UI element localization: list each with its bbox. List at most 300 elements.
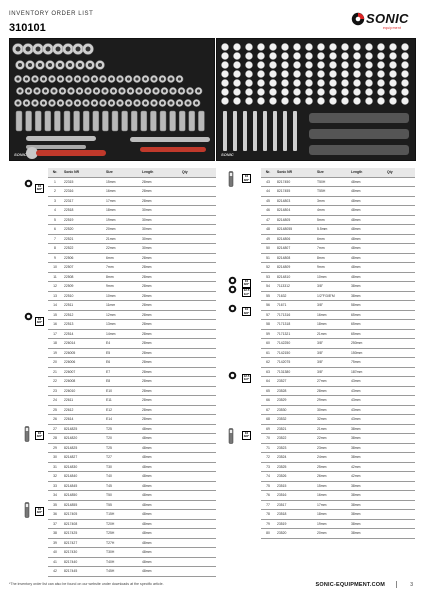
cell-qty[interactable]: [180, 348, 216, 358]
drive-size-badge: 10 3/8": [243, 174, 250, 182]
socket-bore: [169, 101, 172, 104]
cell-qty[interactable]: [385, 529, 415, 539]
bit-position-marker: [233, 61, 240, 68]
cell-qty[interactable]: [180, 215, 216, 225]
cell-size: 24mm: [315, 453, 349, 463]
cell-nr: 19: [48, 348, 62, 358]
bit-position-marker: [221, 70, 228, 77]
cell-length: 28mm: [140, 177, 180, 187]
cell-qty[interactable]: [385, 339, 415, 349]
cell-length: 38mm: [349, 453, 385, 463]
cell-length: 48mm: [140, 538, 180, 548]
cell-sonic-nr: 8217430: [62, 548, 104, 558]
cell-qty[interactable]: [385, 405, 415, 415]
cell-qty[interactable]: [180, 358, 216, 368]
bit-position-marker: [377, 79, 384, 86]
socket-bore: [66, 47, 71, 52]
cell-qty[interactable]: [385, 500, 415, 510]
page-number: 3: [410, 582, 413, 588]
cell-sonic-nr: 22612: [62, 405, 104, 415]
cell-qty[interactable]: [180, 386, 216, 396]
cell-size: E5: [104, 348, 140, 358]
table-row: [261, 472, 415, 482]
cell-qty[interactable]: [385, 396, 415, 406]
bit-position-marker: [281, 97, 288, 104]
cell-size: 32mm: [315, 415, 349, 425]
cell-qty[interactable]: [180, 396, 216, 406]
cell-length: 30mm: [140, 234, 180, 244]
cell-size: 13mm: [104, 320, 140, 330]
cell-qty[interactable]: [385, 377, 415, 387]
cell-qty[interactable]: [180, 538, 216, 548]
cell-qty[interactable]: [385, 196, 415, 206]
bit-position-marker: [329, 79, 336, 86]
bit-position-marker: [377, 70, 384, 77]
bit-position-marker: [293, 61, 300, 68]
bit-position-marker: [257, 61, 264, 68]
cell-length: 30mm: [140, 206, 180, 216]
cell-length: 48mm: [140, 453, 180, 463]
bit-position-marker: [245, 79, 252, 86]
socket-bore: [93, 101, 96, 104]
bit-position-marker: [377, 61, 384, 68]
deep-socket-shape: [141, 111, 147, 131]
tray-brand-label: SONIC: [221, 152, 234, 157]
cell-nr: 40: [48, 548, 62, 558]
cell-size: E7: [104, 367, 140, 377]
socket-bore: [135, 77, 138, 80]
bit-position-marker: [233, 70, 240, 77]
bit-position-marker: [293, 97, 300, 104]
bit-position-marker: [365, 61, 372, 68]
table-row: [261, 443, 415, 453]
bit-position-marker: [233, 52, 240, 59]
cell-qty[interactable]: [385, 301, 415, 311]
cell-qty[interactable]: [385, 472, 415, 482]
cell-nr: 15: [48, 310, 62, 320]
cell-length: 28mm: [140, 348, 180, 358]
cell-qty[interactable]: [385, 415, 415, 425]
cell-qty[interactable]: [180, 320, 216, 330]
cell-qty[interactable]: [180, 301, 216, 311]
cell-qty[interactable]: [180, 339, 216, 349]
cell-qty[interactable]: [180, 225, 216, 235]
cell-qty[interactable]: [385, 386, 415, 396]
bit-position-marker: [305, 70, 312, 77]
socket-bore: [101, 101, 104, 104]
cell-nr: 79: [261, 519, 275, 529]
cell-sonic-nr: 7171321: [275, 329, 315, 339]
cell-qty[interactable]: [385, 367, 415, 377]
cell-sonic-nr: 22520: [62, 225, 104, 235]
cell-qty[interactable]: [180, 367, 216, 377]
cell-nr: 26: [48, 415, 62, 425]
cell-sonic-nr: 23522: [275, 434, 315, 444]
socket-bore: [16, 77, 19, 80]
deep-socket-shape: [45, 111, 51, 131]
cell-sonic-nr: 226008: [62, 377, 104, 387]
socket-bore: [56, 47, 61, 52]
cell-qty[interactable]: [180, 272, 216, 282]
cell-qty[interactable]: [180, 253, 216, 263]
cell-qty[interactable]: [180, 329, 216, 339]
cell-nr: 25: [48, 405, 62, 415]
cell-sonic-nr: 23524: [275, 453, 315, 463]
cell-size: 25mm: [315, 462, 349, 472]
bit-position-marker: [293, 52, 300, 59]
cell-qty[interactable]: [385, 225, 415, 235]
cell-nr: 57: [261, 310, 275, 320]
cell-qty[interactable]: [180, 282, 216, 292]
cell-qty[interactable]: [180, 567, 216, 577]
cell-sonic-nr: 8214820: [62, 434, 104, 444]
cell-qty[interactable]: [180, 481, 216, 491]
deep-socket-shape: [179, 111, 185, 131]
cell-size: 16mm: [315, 491, 349, 501]
cell-qty[interactable]: [180, 377, 216, 387]
bit-position-marker: [377, 43, 384, 50]
cell-sonic-nr: 8217427: [62, 538, 104, 548]
cell-qty[interactable]: [385, 481, 415, 491]
cell-qty[interactable]: [385, 462, 415, 472]
cell-length: 42mm: [349, 462, 385, 472]
table-row: [48, 225, 216, 235]
cell-qty[interactable]: [180, 453, 216, 463]
table-row: [48, 557, 216, 567]
drive-size-badge: 10 3/8": [36, 506, 43, 514]
cell-qty[interactable]: [180, 529, 216, 539]
cell-qty[interactable]: [180, 491, 216, 501]
cell-qty[interactable]: [385, 206, 415, 216]
cell-qty[interactable]: [180, 310, 216, 320]
cell-length: 28mm: [140, 196, 180, 206]
bit-position-marker: [329, 88, 336, 95]
bit-position-marker: [329, 70, 336, 77]
cell-size: 15mm: [104, 177, 140, 187]
cell-qty[interactable]: [385, 519, 415, 529]
cell-size: T45H: [104, 567, 140, 577]
deep-socket-shape: [198, 111, 204, 131]
bit-holder-shape: [223, 111, 227, 151]
cell-qty[interactable]: [385, 329, 415, 339]
table-row: [48, 415, 216, 425]
cell-qty[interactable]: [385, 443, 415, 453]
cell-sonic-nr: 8214807: [275, 244, 315, 254]
socket-bore: [52, 89, 55, 92]
cell-qty[interactable]: [180, 206, 216, 216]
cell-sonic-nr: 22522: [62, 244, 104, 254]
cell-qty[interactable]: [385, 272, 415, 282]
cell-qty[interactable]: [180, 510, 216, 520]
table-row: [48, 453, 216, 463]
table-row: [48, 253, 216, 263]
socket-bore: [78, 89, 81, 92]
cell-length: 48mm: [349, 196, 385, 206]
cell-qty[interactable]: [180, 187, 216, 197]
socket-bore: [163, 89, 166, 92]
bit-position-marker: [245, 70, 252, 77]
cell-size: 28mm: [315, 386, 349, 396]
cell-qty[interactable]: [385, 358, 415, 368]
cell-length: 48mm: [140, 567, 180, 577]
cell-length: 48mm: [140, 443, 180, 453]
cell-nr: 47: [261, 215, 275, 225]
footer-note: *The inventory order list can also be found on our website under downloads at the specific article.: [9, 582, 164, 586]
cell-qty[interactable]: [180, 472, 216, 482]
bit-position-marker: [365, 43, 372, 50]
cell-sonic-nr: 226010: [62, 386, 104, 396]
cell-length: 48mm: [349, 244, 385, 254]
cell-sonic-nr: 7171316: [275, 310, 315, 320]
cell-length: 38mm: [349, 491, 385, 501]
table-row: [48, 320, 216, 330]
cell-nr: 68: [261, 415, 275, 425]
cell-size: 10mm: [315, 272, 349, 282]
cell-nr: 62: [261, 358, 275, 368]
cell-qty[interactable]: [385, 234, 415, 244]
cell-size: E4: [104, 339, 140, 349]
socket-bore: [86, 47, 91, 52]
bit-position-marker: [305, 88, 312, 95]
deep-socket-shape: [54, 111, 60, 131]
cell-qty[interactable]: [180, 177, 216, 187]
socket-bore: [78, 63, 82, 67]
cell-qty[interactable]: [180, 244, 216, 254]
cell-length: 48mm: [140, 500, 180, 510]
cell-length: 48mm: [140, 491, 180, 501]
cell-qty[interactable]: [385, 320, 415, 330]
cell-qty[interactable]: [385, 244, 415, 254]
cell-size: T25: [104, 443, 140, 453]
cell-sonic-nr: 22518: [62, 206, 104, 216]
socket-row-slot: [309, 113, 409, 123]
deep-socket-shape: [170, 111, 176, 131]
table-row: [261, 329, 415, 339]
cell-qty[interactable]: [180, 443, 216, 453]
table-row: [48, 329, 216, 339]
socket-bore: [76, 47, 81, 52]
cell-length: 38mm: [349, 291, 385, 301]
cell-length: 28mm: [140, 367, 180, 377]
cell-qty[interactable]: [180, 415, 216, 425]
cell-sonic-nr: 7113312: [275, 282, 315, 292]
cell-sonic-nr: 23519: [275, 519, 315, 529]
cell-qty[interactable]: [180, 234, 216, 244]
cell-qty[interactable]: [385, 491, 415, 501]
cell-sonic-nr: 22506: [62, 253, 104, 263]
bit-position-marker: [353, 70, 360, 77]
cell-size: 3/8": [315, 367, 349, 377]
cell-sonic-nr: 23523: [275, 443, 315, 453]
cell-nr: 9: [48, 253, 62, 263]
cell-nr: 30: [48, 453, 62, 463]
cell-qty[interactable]: [180, 263, 216, 273]
cell-size: 5.5mm: [315, 225, 349, 235]
cell-qty[interactable]: [385, 310, 415, 320]
cell-length: 48mm: [140, 434, 180, 444]
cell-qty[interactable]: [385, 291, 415, 301]
socket-bore: [127, 77, 130, 80]
cell-length: 28mm: [140, 415, 180, 425]
cell-size: T30H: [104, 548, 140, 558]
bit-holder-shape: [283, 111, 287, 151]
drive-size-badge: 10 3/8": [243, 307, 250, 315]
cell-length: 43mm: [349, 415, 385, 425]
cell-sonic-nr: 8217455: [275, 187, 315, 197]
bit-position-marker: [221, 79, 228, 86]
footer-divider: [396, 581, 397, 588]
bit-position-marker: [245, 97, 252, 104]
socket-tray-left-image: [10, 39, 215, 161]
tray-photo-left: [9, 38, 215, 161]
socket-bore: [88, 63, 92, 67]
cell-qty[interactable]: [180, 462, 216, 472]
cell-length: 48mm: [349, 215, 385, 225]
table-row: [48, 301, 216, 311]
bit-position-marker: [353, 43, 360, 50]
cell-qty[interactable]: [180, 424, 216, 434]
table-row: [48, 377, 216, 387]
table-row: [48, 206, 216, 216]
cell-size: 22mm: [104, 244, 140, 254]
cell-qty[interactable]: [385, 215, 415, 225]
cell-nr: 72: [261, 453, 275, 463]
socket-bore: [197, 89, 200, 92]
cell-length: 38mm: [349, 443, 385, 453]
cell-size: E12: [104, 405, 140, 415]
cell-qty[interactable]: [180, 434, 216, 444]
socket-bore: [50, 77, 53, 80]
cell-sonic-nr: 8214840: [62, 472, 104, 482]
inventory-table-right: [261, 168, 415, 539]
handle-grip: [140, 147, 206, 152]
cell-qty[interactable]: [385, 424, 415, 434]
bit-position-marker: [281, 52, 288, 59]
cell-size: 3/8": [315, 348, 349, 358]
cell-size: 14mm: [104, 329, 140, 339]
cell-nr: 4: [48, 206, 62, 216]
cell-nr: 77: [261, 500, 275, 510]
cell-qty[interactable]: [385, 187, 415, 197]
cell-qty[interactable]: [180, 500, 216, 510]
cell-size: 20mm: [104, 225, 140, 235]
cell-sonic-nr: 7142075: [275, 358, 315, 368]
bit-position-marker: [401, 88, 408, 95]
cell-qty[interactable]: [385, 510, 415, 520]
cell-size: 22mm: [315, 434, 349, 444]
cell-nr: 52: [261, 263, 275, 273]
cell-sonic-nr: 82148055: [275, 225, 315, 235]
cell-length: 43mm: [349, 386, 385, 396]
socket-bore: [16, 47, 21, 52]
col-nr: Nr.: [48, 168, 62, 177]
socket-bore: [48, 63, 52, 67]
cell-length: 28mm: [140, 405, 180, 415]
socket-bore: [68, 63, 72, 67]
col-nr: Nr.: [261, 168, 275, 177]
cell-length: 48mm: [140, 472, 180, 482]
bit-position-marker: [257, 88, 264, 95]
bit-position-marker: [389, 97, 396, 104]
socket-bore: [84, 101, 87, 104]
socket-bore: [146, 89, 149, 92]
bit-position-marker: [401, 79, 408, 86]
cell-qty[interactable]: [180, 196, 216, 206]
cell-qty[interactable]: [180, 548, 216, 558]
socket-icon: [228, 304, 237, 313]
cell-length: 48mm: [349, 177, 385, 187]
cell-size: T40H: [104, 557, 140, 567]
table-row: [261, 396, 415, 406]
cell-nr: 48: [261, 225, 275, 235]
cell-nr: 17: [48, 329, 62, 339]
cell-sonic-nr: 8214845: [62, 481, 104, 491]
bit-position-marker: [389, 70, 396, 77]
cell-size: 15mm: [315, 481, 349, 491]
cell-sonic-nr: 23515: [275, 481, 315, 491]
cell-sonic-nr: 22315: [62, 177, 104, 187]
cell-qty[interactable]: [385, 263, 415, 273]
table-row: [48, 244, 216, 254]
cell-length: 38mm: [349, 500, 385, 510]
bit-position-marker: [341, 88, 348, 95]
cell-qty[interactable]: [385, 282, 415, 292]
col-size: Size: [315, 168, 349, 177]
cell-qty[interactable]: [180, 557, 216, 567]
cell-qty[interactable]: [385, 348, 415, 358]
socket-bore: [69, 89, 72, 92]
table-row: [261, 519, 415, 529]
bit-position-marker: [281, 70, 288, 77]
cell-qty[interactable]: [385, 177, 415, 187]
cell-size: 21mm: [315, 424, 349, 434]
cell-qty[interactable]: [385, 253, 415, 263]
cell-length: 38mm: [349, 282, 385, 292]
cell-nr: 1: [48, 177, 62, 187]
cell-nr: 69: [261, 424, 275, 434]
cell-size: 27mm: [315, 377, 349, 387]
bit-position-marker: [353, 61, 360, 68]
drive-size-badge: 12.5 1/2": [243, 373, 250, 381]
footer-website-link[interactable]: SONIC-EQUIPMENT.COM: [315, 582, 385, 588]
table-row: [261, 358, 415, 368]
cell-nr: 39: [48, 538, 62, 548]
socket-bore: [144, 101, 147, 104]
cell-sonic-nr: 23528: [275, 386, 315, 396]
cell-sonic-nr: 8214804: [275, 206, 315, 216]
cell-qty[interactable]: [385, 434, 415, 444]
cell-nr: 43: [261, 177, 275, 187]
table-row: [261, 215, 415, 225]
socket-bore: [28, 63, 32, 67]
cell-qty[interactable]: [180, 519, 216, 529]
cell-length: 28mm: [140, 301, 180, 311]
bit-position-marker: [257, 43, 264, 50]
bit-position-marker: [293, 88, 300, 95]
socket-bore: [98, 63, 102, 67]
col-sonic-nr: Sonic NR: [62, 168, 104, 177]
logo-subtitle: equipment: [383, 26, 402, 30]
cell-size: 7mm: [315, 244, 349, 254]
cell-sonic-nr: 7131380: [275, 367, 315, 377]
cell-qty[interactable]: [385, 453, 415, 463]
cell-qty[interactable]: [180, 405, 216, 415]
cell-nr: 46: [261, 206, 275, 216]
cell-qty[interactable]: [180, 291, 216, 301]
table-row: [48, 386, 216, 396]
cell-length: 48mm: [140, 557, 180, 567]
socket-icon: [24, 312, 33, 321]
